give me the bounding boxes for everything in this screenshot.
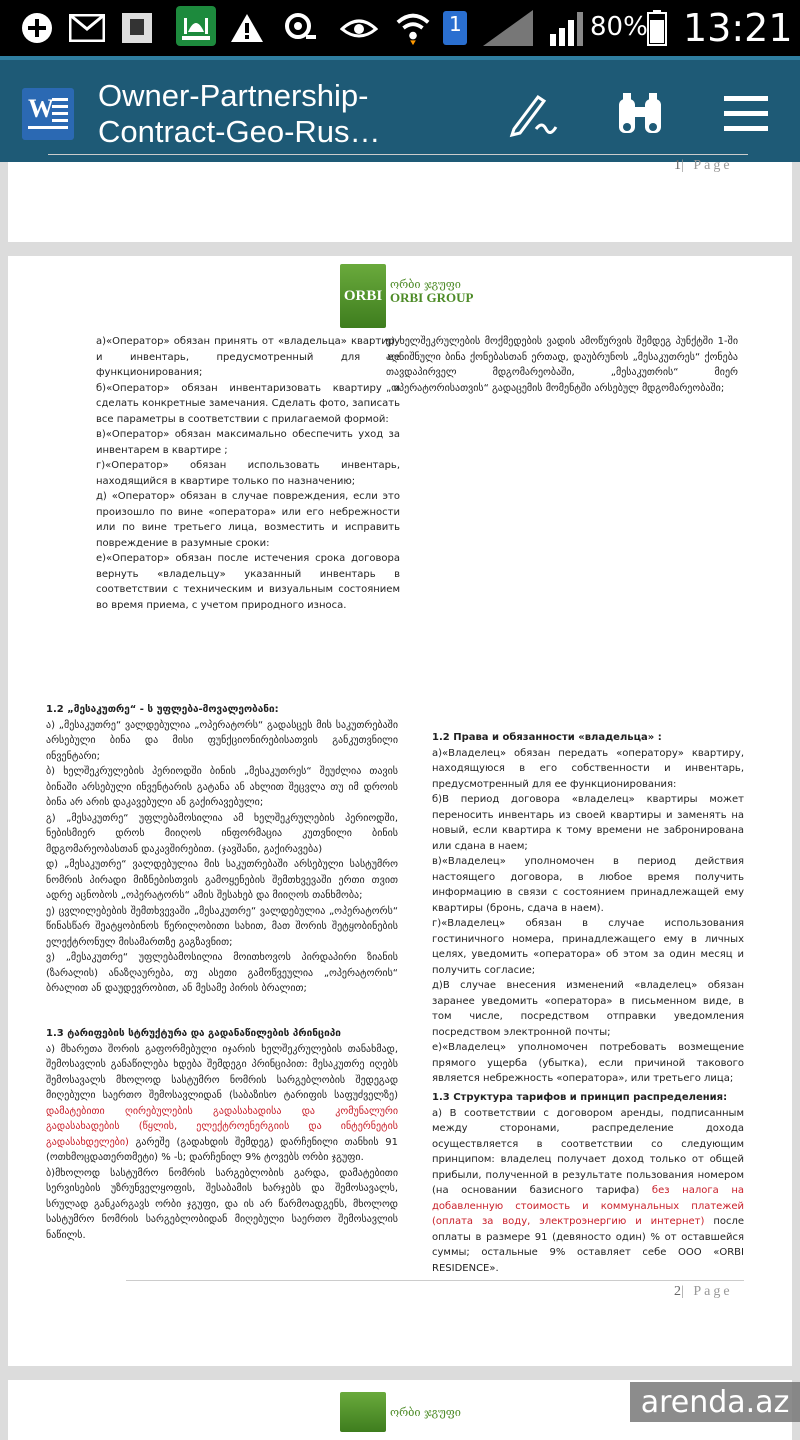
- app-bar: [0, 56, 800, 162]
- logo-georgian: ორბი ჯგუფი: [390, 1406, 461, 1419]
- lower-right-column-2: [432, 1090, 744, 1276]
- paragraph: დ) „მესაკუთრე“ ვალდებულია მის საკუთრებაში არსებული სასტუმრო ნომრის პირადი მიზნებისთვის გამოყენების შემთხვევაში ერთი თვით ადრე აცნობოს „ოპერატორს“ ამის შესახებ და მიიღოს თანხმობა;: [46, 859, 398, 901]
- lower-right-column: [432, 730, 744, 1087]
- top-right-column: [386, 334, 738, 396]
- title-line-1: Owner-Partnership-: [98, 78, 369, 113]
- document-title: [98, 78, 478, 150]
- paragraph: д) «Оператор» обязан в случае повреждения, если это произошло по вине «оператора» или его небрежности или по вине третьего лица, возместить и исправить повреждение в разумные сроки:: [96, 491, 400, 549]
- logo-mark: [340, 1392, 386, 1432]
- paragraph: а) В соответствии с договором аренды, подписанным между сторонами, распределение дохода осуществляется в соответствии со следующим принципом: владелец получает доход только от общей прибыли, полученной в результате пользования номером (на основании базисного тарифа) без налога на добавленную стоимость и коммунальных платежей (оплата за воду, электроэнергию и интернет) после оплаты в размере 91 (девяносто один) % от оставшейся суммы; остальные 9% оставляет себе ООО «ORBI RESIDENCE».: [432, 1107, 745, 1274]
- battery-icon: [646, 9, 668, 47]
- add-icon: [18, 9, 56, 47]
- paragraph: ა) მხარეთა შორის გაფორმებული იჯარის ხელშეკრულების თანახმად, შემოსავლის განაწილება ხდება შემდეგი პრინციპით: მესაკუთრე იღებს შემოსავალს მხოლოდ სასტუმრო ნომრის სარგებლობის შედეგად მიღებული საერთო შემოსავლიდან (საბაზისო ტარიფის საფუძველზე) დამატებითი ღირებულების გადასახადისა და კომუნალური გადასახადების (წყლის, ელექტროენერგიის და ინტერნეტის გადასახდელები) გარეშე (გადახდის შემდეგ) დარჩენილი თანხის 91 (ოთხმოცდათერთმეტი) % -ს; დარჩენილ 9% ტოვებს ორბი ჯგუფი.: [46, 1043, 398, 1163]
- document-page-1: [8, 158, 792, 242]
- find-button[interactable]: [612, 86, 668, 142]
- section-title: 1.3 ტარიფების სტრუქტურა და გადანაწილების პრინციპი: [46, 1028, 341, 1039]
- paragraph: г)«Владелец» обязан в случае использования гостиничного номера, принадлежащего ему в личных целях, уведомить «оператора» об этом за один месяц и получить согласие;: [432, 918, 744, 976]
- title-line-2: Contract-Geo-Rus…: [98, 114, 381, 149]
- section-title: 1.2 „მესაკუთრე“ - ს უფლება-მოვალეობანი:: [46, 704, 279, 715]
- lower-left-column: [46, 702, 398, 997]
- page-number: 1| Page: [674, 158, 733, 173]
- paragraph: б)В период договора «владелец» квартиры может переносить инвентарь из своей квартиры и заменять на новый, если квартира к тому времени не забронирована или сдана в наем;: [432, 794, 744, 852]
- logo-georgian: ორბი ჯგუფი: [390, 278, 461, 291]
- paragraph: გ) „მესაკუთრე“ უფლებამოსილია ამ ხელშეკრულების პერიოდში, ნებისმიერ დროს მიიღოს ინფორმაცია კუთვნილი ბინის მდგომარეობასთან დაკავშირებით. (ჯავშანი, გაქირავება): [46, 812, 398, 855]
- document-page-2: [8, 256, 792, 1366]
- edit-icon: [508, 89, 560, 139]
- paragraph: а)«Оператор» обязан принять от «владельца» квартиру и инвентарь, предусмотренный для ее функционирования;: [96, 336, 400, 378]
- clock: 13:21: [683, 6, 793, 50]
- paragraph: а)«Владелец» обязан передать «оператору» квартиру, находящуюся в его собственности и инвентарь, предусмотренный для ее функционирования:: [432, 747, 744, 790]
- highlight-text: без налога на добавленную стоимость и коммунальных платежей (оплата за воду, электроэнергию и интернет): [432, 1185, 745, 1227]
- wifi-icon: [394, 9, 432, 47]
- sim-badge: 1: [449, 12, 462, 36]
- menu-icon: [722, 92, 770, 136]
- eye-icon: [340, 9, 378, 47]
- paragraph: ბ) ხელშეკრულების პერიოდში ბინის „მესაკუთრეს“ შეუძლია თავის ბინაში არსებული ინვენტარის გატანა ან ახლით შეცვლა თუ იმ დროის ბინა არ არის დაკავებული ან გაქირავებული;: [46, 766, 398, 808]
- sim-icon: [440, 9, 470, 47]
- voice-icon: [282, 9, 320, 47]
- logo-english: ORBI GROUP: [390, 290, 474, 305]
- status-bar: [0, 0, 800, 56]
- lower-left-column-2: [46, 1026, 398, 1243]
- app-icon-letter: W: [28, 94, 54, 123]
- logo-mark: ORBI: [340, 264, 386, 328]
- paragraph: е)«Оператор» обязан после истечения срока договора вернуть «владельцу» указанный инвентарь в соответствии с техническим и визуальным состоянием во время приема, с учетом природного износа.: [96, 553, 400, 611]
- top-left-column: [96, 334, 400, 613]
- section-title: 1.2 Права и обязанности «владельца» :: [432, 732, 662, 743]
- watermark: arenda.az: [630, 1382, 800, 1422]
- paragraph: в)«Оператор» обязан максимально обеспечить уход за инвентарем в квартире ;: [96, 429, 400, 456]
- battery-percent: 80%: [590, 12, 648, 42]
- word-document-icon[interactable]: [22, 88, 74, 140]
- paragraph: д)В случае внесения изменений «владелец» обязан заранее уведомить «оператора» в письменном виде, в том числе, посредством отправки уведомления посредством электронной почты;: [432, 980, 744, 1038]
- mail-icon: [68, 9, 106, 47]
- paragraph: б)«Оператор» обязан инвентаризовать квартиру и сделать конкретные замечания. Сделать фото, записать все параметры в соответствии с прилагаемой формой:: [96, 382, 400, 425]
- app-notification-icon: [118, 9, 156, 47]
- paragraph: ე) ხელშეკრულების მოქმედების ვადის ამოწურვის შემდეგ პუნქტში 1-ში აღნიშნული ბინა ქონებასთან ერთად, დაუბრუნოს „მესაკუთრეს“ ქონება თავდაპირველ მდგომარეობაში, „მესაკუთრის“ მიერ „ოპერატორისათვის“ გადაცემის მომენტში არსებულ მდგომარეობაში;: [386, 336, 738, 394]
- paragraph: в)«Владелец» уполномочен в период действия настоящего договора, в любое время получить информацию в связи с состоянием принадлежащей ему квартиры (бронь, сдача в наем).: [432, 856, 744, 914]
- signal-icon: [480, 9, 536, 47]
- page-number: 2| Page: [674, 1284, 733, 1299]
- page-divider: [126, 1280, 744, 1281]
- paragraph: ვ) „მესაკუთრე“ უფლებამოსილია მოითხოვოს პირდაპირი ზიანის (ზარალის) ანაზღაურება, თუ ასეთი გამოწვეულია „ოპერატორის“ ბრალით ან დაუდევრობით, ან მესამე პირის ბრალით;: [46, 952, 398, 994]
- paragraph: г)«Оператор» обязан использовать инвентарь, находящийся в квартире только по назначению;: [96, 460, 400, 487]
- warning-icon: [228, 9, 266, 47]
- signal-bars-icon: [544, 9, 588, 47]
- paragraph: ე) ცვლილებების შემთხვევაში „მესაკუთრე“ ვალდებულია „ოპერატორს“ წინასწარ შეატყობინოს წერილობითი სახით, მათ შორის შეტყობინების ელექტრონულ მისამართზე გაგზავნით;: [46, 905, 398, 948]
- paragraph: ა) „მესაკუთრე“ ვალდებულია „ოპერატორს“ გადასცეს მის საკუთრებაში არსებული ბინა და მისი ფუნქციონირებისათვის განკუთვნილი ინვენტარი;: [46, 719, 398, 762]
- paragraph: ბ)მხოლოდ სასტუმრო ნომრის სარგებლობის გარდა, დამატებითი სერვისების უზრუნველყოფის, შესაბამის ხარჯებს და შემოსავალს, სრულად განკარგავს ორბი ჯგუფი, და ის არ წარმოადგენს, მხოლოდ სასტუმრო ნომრის სარგებლობიდან მიღებული საერთო შემოსავლის ნაწილს.: [46, 1167, 398, 1241]
- edit-button[interactable]: [506, 86, 562, 142]
- binoculars-icon: [615, 89, 665, 139]
- mosque-app-icon: [176, 6, 216, 46]
- paragraph: е)«Владелец» уполномочен потребовать возмещение прямого ущерба (убытка), если причиной такового является небрежность «оператора», или третьего лица;: [432, 1042, 744, 1084]
- section-title: 1.3 Структура тарифов и принцип распределения:: [432, 1092, 728, 1103]
- page-divider: [48, 154, 748, 155]
- menu-button[interactable]: [718, 86, 774, 142]
- highlight-text: დამატებითი ღირებულების გადასახადისა და კომუნალური გადასახადების (წყლის, ელექტროენერგიის და ინტერნეტის გადასახდელები): [46, 1105, 398, 1148]
